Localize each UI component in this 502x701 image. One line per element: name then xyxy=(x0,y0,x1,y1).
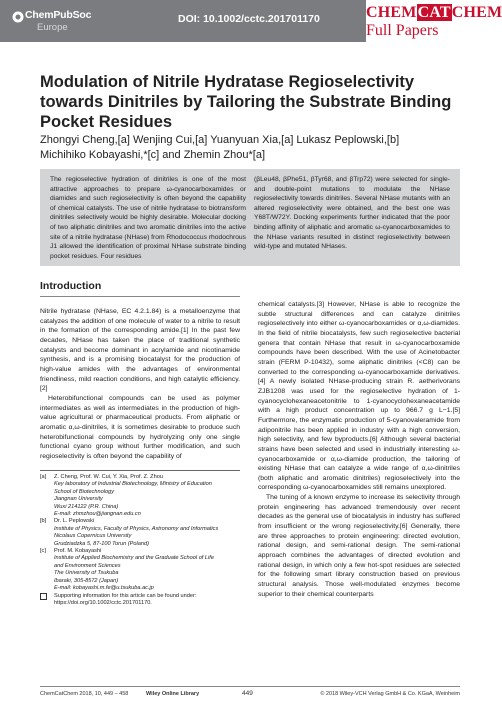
body-column-right xyxy=(258,300,460,599)
paragraph: The tuning of a known enzyme to increase its selectivity through protein engineering has advanced tremendously over recent decades as the general use of biocatalysis in industry has suffered from insufficient or the wrong regioselectivity.[6] Generally, there are three approaches to protein engineering: directed evolution, rational design, and semi-rational design. The semi-rational approach combines the advantages of directed evolution and rational design, in which only a few hot-spot residues are selected for the following smart library construction based on previous structural analysis. Those well-modulated enzymes become superior to their chemical counterparts xyxy=(258,494,460,598)
publisher-name: ChemPubSoc xyxy=(25,9,92,21)
paragraph: chemical catalysts.[3] However, NHase is able to recognize the subtle structural differences and can catalyze dinitriles regioselectively into either ω-cyanocarboxamides or α,ω-diamides. In the field of nitrile biocatalysts, few such regioselective bacterial genera that contain NHase that result in ω-cyanocarboxamide compounds have been described. With the use of Acinetobacter strain (FERM P-10432), some aliphatic dinitriles (<C8) can be converted to the corresponding ω-cyanocarboxamide derivatives.[4] A newly isolated NHase-producing strain R. aetherivorans ZJB1208 was used for the regioselective hydration of 1-cyanocyclohexaneacetonitrile to 1-cyanocyclohexaneacetamide with a high product concentration up to 966.7 g L−1.[5] Furthermore, the enzymatic production of 5-cyanovaleramide from adiponitrile has been applied in industry with a high conversion, high selectivity, and few byproducts.[6] Although several bacterial strains have been selected and used in industrially interesting ω-cyanocarboxamide or α,ω-diamide production, the tailoring of existing NHase that can catalyze a wide range of α,ω-dinitriles (both aliphatic and aromatic dinitriles) regioselectively into the corresponding ω-cyanocarboxamides still remains unexplored. xyxy=(258,301,460,492)
affiliations xyxy=(40,474,240,607)
doi-link[interactable]: DOI: 10.1002/cctc.201701170 xyxy=(178,13,320,25)
authors-line-1: Zhongyi Cheng,[a] Wenjing Cui,[a] Yuanyuan Xia,[a] Lukasz Peplowski,[b] xyxy=(40,134,400,146)
abstract-left: The regioselective hydration of dinitriles is one of the most attractive approaches to prepare ω-cyanocarboxamides or diamides and such regioselectivity is often beyond the capability of chemical catalysts. The use of nitrile hydratase to biotransform dinitriles selectively would be highly desirable. Molecular docking of two aliphatic dinitriles and two aromatic dinitriles into the active site of a nitrile hydratase (NHase) from Rhodococcus rhodochrous J1 allowed the identification of proximal NHase substrate binding pocket residues. Four residues xyxy=(50,176,246,260)
supporting-info-text[interactable]: Supporting information for this article can be found under: https://doi.org/10.1002/cctc.201701170. xyxy=(54,592,197,606)
publisher-mark-icon xyxy=(12,11,24,23)
publisher-sub: Europe xyxy=(37,22,68,33)
journal-header xyxy=(0,0,502,52)
section-rule xyxy=(40,296,240,297)
affiliation-a: [a] Z. Cheng, Prof. W. Cui, Y. Xia, Prof. Z. Zhou Key laboratory of Industrial Biotechnology, Ministry of Education School of Biotechnology Jiangnan University Wuxi 214122 (P.R. China) E-mail: zhmzhou@jiangnan.edu.cn xyxy=(40,474,212,518)
affiliation-b: [b] Dr. L. Peplowski Institute of Physics, Faculty of Physics, Astronomy and Informatics Nicolaus Copernicus University Grudziadzka 5, 87-100 Torun (Poland) xyxy=(40,518,219,547)
page-footer xyxy=(40,691,460,699)
section-heading: Introduction xyxy=(40,280,102,292)
affiliation-c: [c] Prof. M. Kobayashi Institute of Applied Biochemistry and the Graduate School of Life and Environment Sciences The University of Tsukuba Ibaraki, 305-8572 (Japan) E-mail: kobayashi.m.fe@u.tsukuba.ac.jp xyxy=(40,548,214,592)
footer-library-link[interactable]: Wiley Online Library xyxy=(146,691,200,697)
paragraph: Heterobifunctional compounds can be used as polymer intermediates as well as intermediates in the production of high-value agricultural or pharmaceutical products. From aliphatic or aromatic α,ω-dinitriles, it is sometimes desirable to produce such heterobifunctional compounds by hydrolyzing only one single functional cyano group without further modification, and such regioselectivity is often beyond the capability of xyxy=(40,394,240,460)
publisher-logo xyxy=(12,7,102,37)
journal-brand xyxy=(366,4,502,40)
abstract-box xyxy=(40,169,460,266)
footer-rule xyxy=(40,686,460,687)
supporting-info-icon xyxy=(40,593,47,600)
supporting-info[interactable] xyxy=(40,593,240,608)
body-column-left xyxy=(40,307,240,462)
authors-line-2: Michihiko Kobayashi,*[c] and Zhemin Zhou*[a] xyxy=(40,149,266,161)
article-type: Full Papers xyxy=(366,22,439,39)
page-number: 449 xyxy=(242,690,253,697)
abstract-right: (βLeu48, βPhe51, βTyr68, and βTrp72) were selected for single- and double-point mutations to modulate the NHase regioselectivity towards dinitriles. Several NHase mutants with an altered regioselectivity were obtained, and the best one was Y68T/W72Y. Docking experiments further indicated that the poor binding affinity of aliphatic and aromatic ω-cyanocarboxamides to the NHase variants resulted in distinct regioselectivity between wild-type and mutated NHases. xyxy=(254,176,450,251)
paragraph: Nitrile hydratase (NHase, EC 4.2.1.84) is a metalloenzyme that catalyzes the addition of one molecule of water to a nitrile to result in the formation of the corresponding amide.[1] In the past few decades, NHase has taken the place of traditional synthetic catalysts and become dominant in acrylamide and nicotinamide synthesis, and is a promising biocatalyst for the production of high-value amides with the advantages of environmental friendliness, mild reaction conditions, and high catalytic efficiency.[2] xyxy=(40,308,240,393)
footer-copyright: © 2018 Wiley-VCH Verlag GmbH & Co. KGaA, Weinheim xyxy=(320,691,460,697)
journal-name: CHEMCATCHEM xyxy=(366,4,502,21)
affiliation-rule xyxy=(40,470,240,471)
author-list xyxy=(40,133,460,163)
footer-journal: ChemCatChem 2018, 10, 449 – 458 xyxy=(40,691,129,697)
article-title: Modulation of Nitrile Hydratase Regioselectivity towards Dinitriles by Tailoring the Substrate Binding Pocket Residues xyxy=(40,73,452,131)
